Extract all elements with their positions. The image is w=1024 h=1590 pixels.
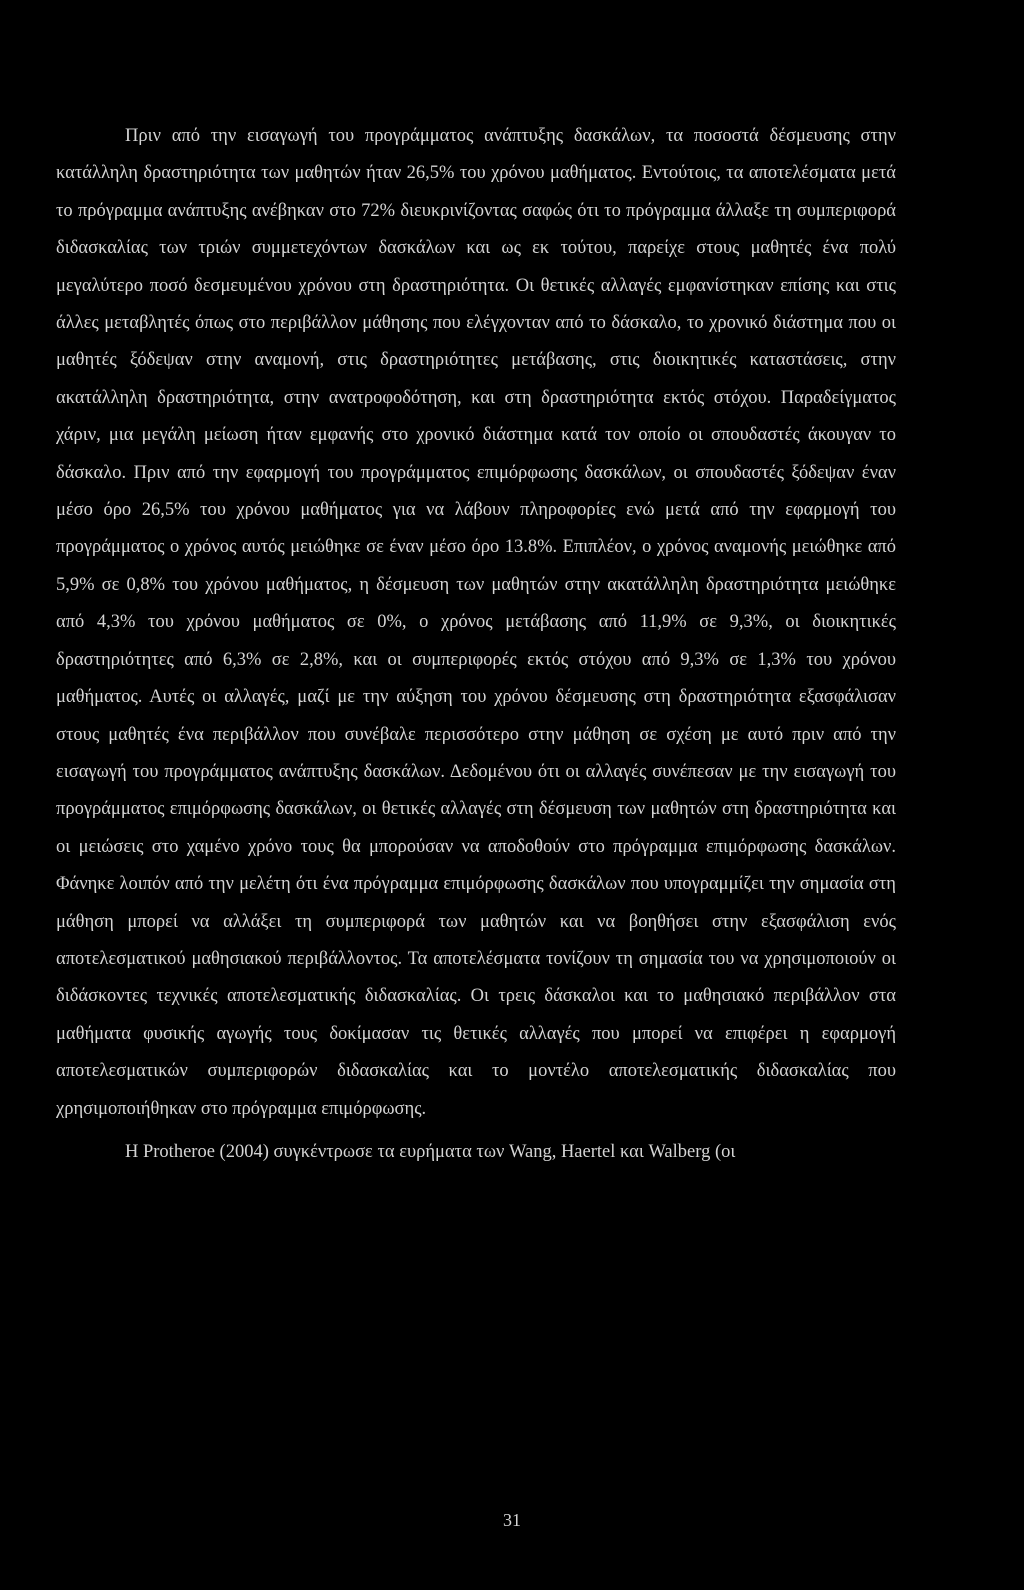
body-paragraph-2: Η Protheroe (2004) συγκέντρωσε τα ευρήματα των Wang, Haertel και Walberg (οι xyxy=(125,1141,736,1162)
body-paragraph-1: Πριν από την εισαγωγή του προγράμματος ανάπτυξης δασκάλων, τα ποσοστά δέσμευσης στην κατάλληλη δραστηριότητα των μαθητών ήταν 26,5% του χρόνου μαθήματος. Εντούτοις, τα αποτελέσματα μετά το πρόγραμμα ανάπτυξης ανέβηκαν στο 72% διευκρινίζοντας σαφώς ότι το πρόγραμμα άλλαξε τη συμπεριφορά διδασκαλίας των τριών συμμετεχόντων δασκάλων και ως εκ τούτου, παρείχε στους μαθητές ένα πολύ μεγαλύτερο ποσό δεσμευμένου χρόνου στη δραστηριότητα. Οι θετικές αλλαγές εμφανίστηκαν επίσης και στις άλλες μεταβλητές όπως στο περιβάλλον μάθησης που ελέγχονταν από το δάσκαλο, το χρονικό διάστημα που οι μαθητές ξόδεψαν στην αναμονή, στις δραστηριότητες μετάβασης, στις διοικητικές καταστάσεις, στην ακατάλληλη δραστηριότητα, στην ανατροφοδότηση, και στη δραστηριότητα εκτός στόχου. Παραδείγματος χάριν, μια μεγάλη μείωση ήταν εμφανής στο χρονικό διάστημα κατά τον οποίο οι σπουδαστές άκουγαν το δάσκαλο. Πριν από την εφαρμογή του προγράμματος επιμόρφωσης δασκάλων, οι σπουδαστές ξόδεψαν έναν μέσο όρο 26,5% του χρόνου μαθήματος για να λάβουν πληροφορίες ενώ μετά από την εφαρμογή του προγράμματος ο χρόνος αυτός μειώθηκε σε έναν μέσο όρο 13.8%. Επιπλέον, ο χρόνος αναμονής μειώθηκε από 5,9% σε 0,8% του χρόνου μαθήματος, η δέσμευση των μαθητών στην ακατάλληλη δραστηριότητα μειώθηκε από 4,3% του χρόνου μαθήματος σε 0%, ο χρόνος μετάβασης από 11,9% σε 9,3%, οι διοικητικές δραστηριότητες από 6,3% σε 2,8%, και οι συμπεριφορές εκτός στόχου από 9,3% σε 1,3% του χρόνου μαθήματος. Αυτές οι αλλαγές, μαζί με την αύξηση του χρόνου δέσμευσης στη δραστηριότητα εξασφάλισαν στους μαθητές ένα περιβάλλον που συνέβαλε περισσότερο στην μάθηση σε σχέση με αυτό πριν από την εισαγωγή του προγράμματος ανάπτυξης δασκάλων. Δεδομένου ότι οι αλλαγές συνέπεσαν με την εισαγωγή του προγράμματος επιμόρφωσης δασκάλων, οι θετικές αλλαγές στη δέσμευση των μαθητών στη δραστηριότητα και οι μειώσεις στο χαμένο χρόνο τους θα μπορούσαν να αποδοθούν στο πρόγραμμα επιμόρφωσης δασκάλων. Φάνηκε λοιπόν από την μελέτη ότι ένα πρόγραμμα επιμόρφωσης δασκάλων που υπογραμμίζει την σημασία στη μάθηση μπορεί να αλλάξει τη συμπεριφορά των μαθητών και να βοηθήσει στην εξασφάλιση ενός αποτελεσματικού μαθησιακού περιβάλλοντος. Τα αποτελέσματα τονίζουν τη σημασία του να χρησιμοποιούν οι διδάσκοντες τεχνικές αποτελεσματικής διδασκαλίας. Οι τρεις δάσκαλοι και το μαθησιακό περιβάλλον στα μαθήματα φυσικής αγωγής τους δοκίμασαν τις θετικές αλλαγές που μπορεί να επιφέρει η εφαρμογή αποτελεσματικών συμπεριφορών διδασκαλίας και το μοντέλο αποτελεσματικής διδασκαλίας που χρησιμοποιήθηκαν στο πρόγραμμα επιμόρφωσης. xyxy=(56,126,896,1119)
page-body xyxy=(56,118,896,1171)
page-number: 31 xyxy=(503,1510,521,1530)
